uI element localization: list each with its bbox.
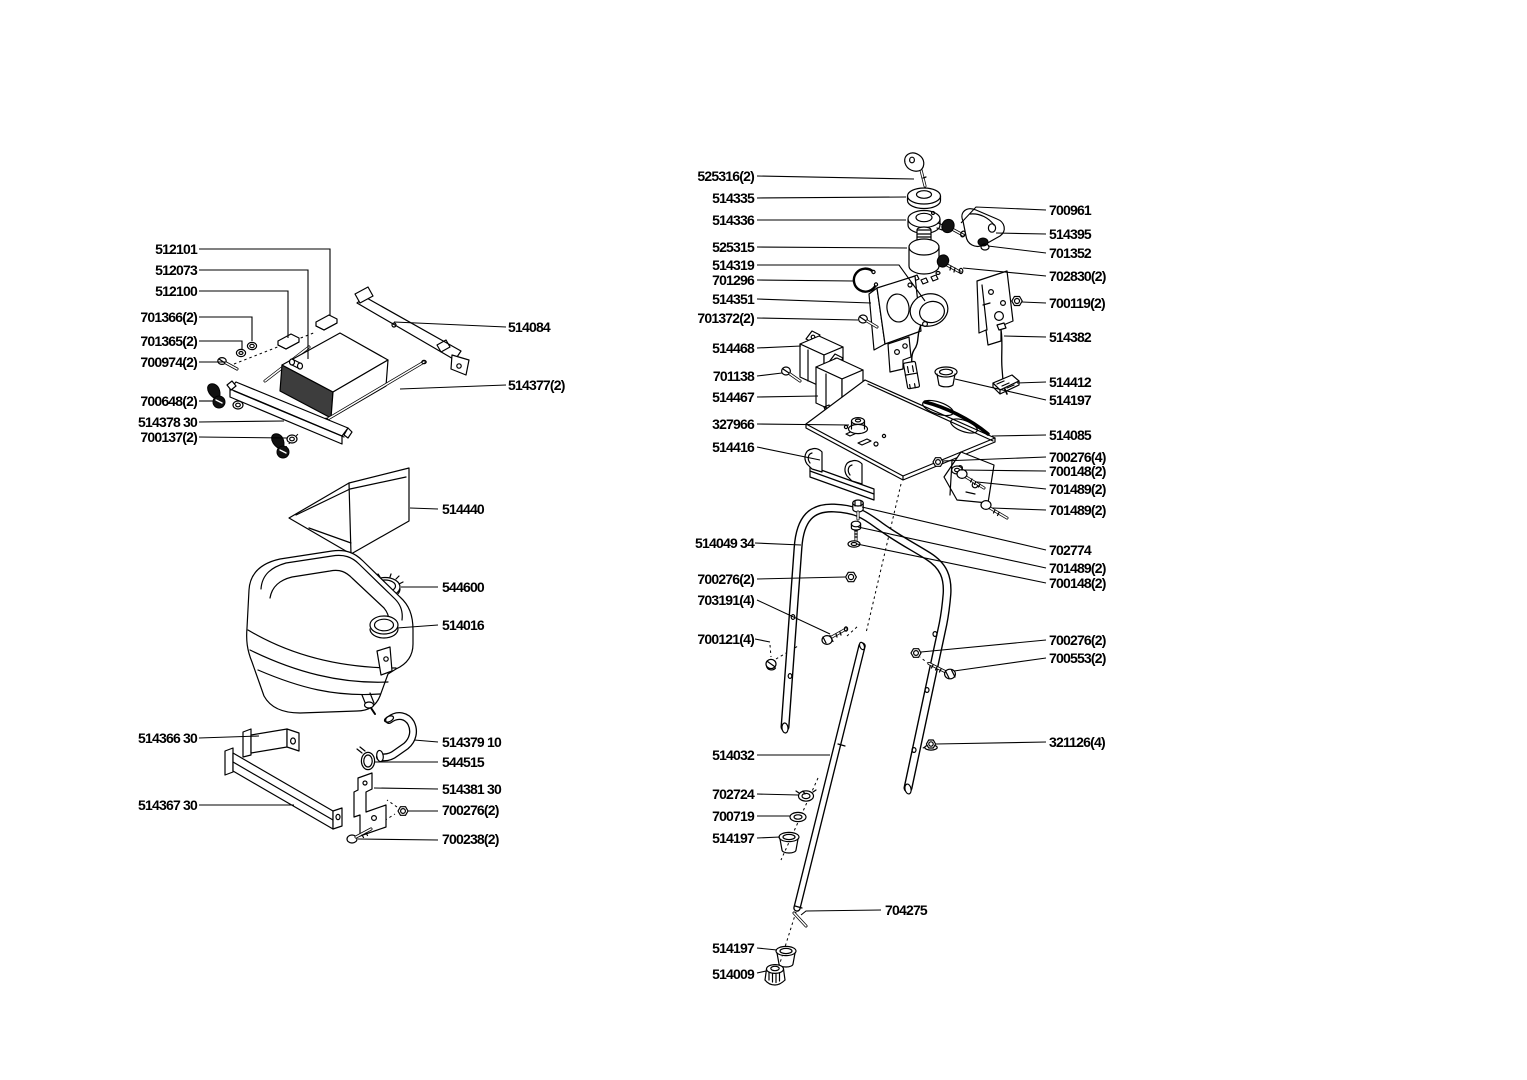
part-label-702774: 702774	[1049, 542, 1091, 558]
part-label-701138: 701138	[712, 368, 754, 384]
part-label-327966: 327966	[712, 416, 754, 432]
part-label-512073: 512073	[155, 262, 197, 278]
part-label-700961: 700961	[1049, 202, 1091, 218]
part-label-514377: 514377(2)	[508, 377, 565, 393]
part-label-514336: 514336	[712, 212, 754, 228]
part-label-704275: 704275	[885, 902, 927, 918]
part-label-514378: 514378 30	[138, 414, 197, 430]
screw-700121	[766, 659, 776, 670]
washer-700719	[790, 812, 806, 821]
part-label-700276-hose: 700276(2)	[442, 802, 499, 818]
part-label-514197-lower: 514197	[712, 940, 754, 956]
part-label-700553: 700553(2)	[1049, 650, 1106, 666]
part-label-514197-upper: 514197	[712, 830, 754, 846]
nut-700276-handle	[846, 572, 857, 581]
washer-700137-a	[233, 401, 243, 409]
part-label-514351: 514351	[712, 291, 754, 307]
part-label-702830: 702830(2)	[1049, 268, 1106, 284]
part-label-700119: 700119(2)	[1049, 295, 1105, 311]
part-label-702724: 702724	[712, 786, 754, 802]
nut-700276-right	[911, 649, 921, 658]
part-label-512100: 512100	[155, 283, 197, 299]
part-label-514197-console: 514197	[1049, 392, 1091, 408]
part-label-514366: 514366 30	[138, 730, 197, 746]
nut-700276-console	[933, 458, 943, 467]
part-label-700148-b: 700148(2)	[1049, 575, 1106, 591]
part-label-700137: 700137(2)	[140, 429, 197, 445]
part-label-700238: 700238(2)	[442, 831, 499, 847]
part-label-701489-a: 701489(2)	[1049, 481, 1106, 497]
part-label-514467: 514467	[712, 389, 754, 405]
part-label-525315: 525315	[712, 239, 754, 255]
nut-700119	[1012, 297, 1022, 306]
part-label-700974: 700974(2)	[140, 354, 197, 370]
part-label-701296: 701296	[712, 272, 754, 288]
part-label-700121: 700121(4)	[697, 631, 754, 647]
part-label-525316: 525316(2)	[697, 168, 754, 184]
part-label-514412: 514412	[1049, 374, 1091, 390]
part-label-512101: 512101	[155, 241, 197, 257]
part-label-514049: 514049 34	[695, 535, 754, 551]
washer-701365	[236, 349, 245, 356]
part-label-514085: 514085	[1049, 427, 1091, 443]
part-label-701352: 701352	[1049, 245, 1091, 261]
part-label-514016: 514016	[442, 617, 484, 633]
part-label-514319: 514319	[712, 257, 754, 273]
part-label-700648: 700648(2)	[140, 393, 197, 409]
part-label-321126: 321126(4)	[1049, 734, 1105, 750]
part-label-701372: 701372(2)	[697, 310, 754, 326]
part-label-514440: 514440	[442, 501, 484, 517]
part-label-701489-c: 701489(2)	[1049, 560, 1106, 576]
part-label-514032: 514032	[712, 747, 754, 763]
part-label-514395: 514395	[1049, 226, 1091, 242]
nut-700276-left	[398, 807, 408, 816]
part-label-700148-a: 700148(2)	[1049, 463, 1106, 479]
part-label-700276-right: 700276(2)	[1049, 632, 1106, 648]
part-label-514367: 514367 30	[138, 797, 197, 813]
part-label-701366: 701366(2)	[140, 309, 197, 325]
part-label-514381: 514381 30	[442, 781, 501, 797]
part-label-514468: 514468	[712, 340, 754, 356]
washer-700137-b	[287, 435, 297, 443]
part-label-701365: 701365(2)	[140, 333, 197, 349]
part-label-544600: 544600	[442, 579, 484, 595]
part-label-544515: 544515	[442, 754, 484, 770]
nut-701366	[247, 342, 256, 349]
grommet-327966	[849, 418, 868, 434]
part-label-700276-handle-left: 700276(2)	[697, 571, 754, 587]
part-label-514416: 514416	[712, 439, 754, 455]
part-label-514379: 514379 10	[442, 734, 501, 750]
part-label-514335: 514335	[712, 190, 754, 206]
part-label-703191: 703191(4)	[697, 592, 754, 608]
part-label-514382: 514382	[1049, 329, 1091, 345]
part-label-514084: 514084	[508, 319, 550, 335]
part-label-700719: 700719	[712, 808, 754, 824]
part-label-700276-console: 700276(4)	[1049, 449, 1106, 465]
part-label-701489-b: 701489(2)	[1049, 502, 1106, 518]
part-label-514009: 514009	[712, 966, 754, 982]
